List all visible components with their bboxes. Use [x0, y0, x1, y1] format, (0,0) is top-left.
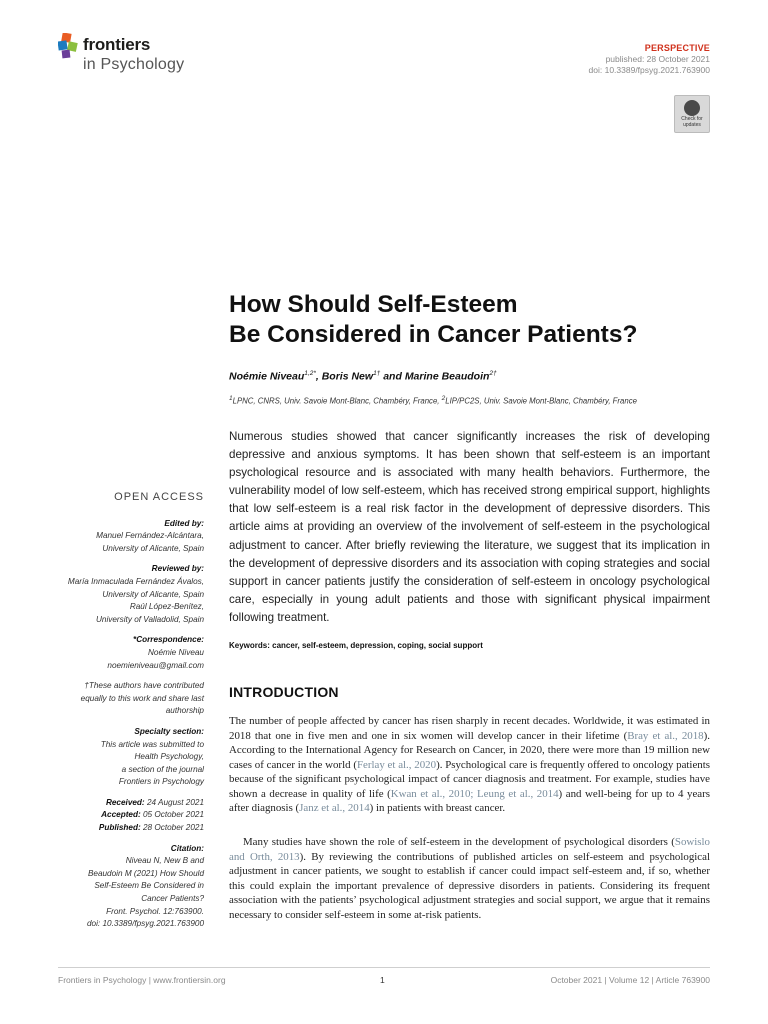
specialty-text: This article was submitted to: [100, 739, 204, 749]
citation-label: Citation:: [170, 843, 204, 853]
para-text: ) and well-being for up to 4 years after diagnosis (: [229, 787, 710, 814]
accepted-label: Accepted:: [101, 810, 141, 820]
body-paragraph: [229, 835, 710, 922]
edited-by-label: Edited by:: [164, 518, 204, 528]
keywords-label: Keywords:: [229, 641, 270, 650]
affiliations: [229, 395, 729, 406]
citation-link[interactable]: Sowislo and Orth, 2013: [229, 836, 710, 863]
citation-link[interactable]: Kwan et al., 2010; Leung et al., 2014: [390, 787, 559, 800]
published-date: 28 October 2021: [143, 823, 204, 833]
correspondent-name: Noémie Niveau: [148, 647, 204, 657]
editor-name[interactable]: Manuel Fernández-Alcántara,: [96, 531, 204, 541]
footer-divider: [58, 967, 710, 968]
author-affil-marker: 2†: [489, 370, 497, 377]
para-text: ). According to the International Agency for Research on Cancer, in 2020, there were more than 19 million new cases of cancer in the world (: [229, 729, 710, 771]
published-date: published: 28 October 2021: [605, 54, 710, 64]
reviewer-name[interactable]: Raúl López-Benítez,: [129, 602, 204, 612]
editor-affiliation: University of Alicante, Spain: [102, 543, 204, 553]
affil-marker: 1: [229, 395, 233, 402]
citation-doi[interactable]: doi: 10.3389/fpsyg.2021.763900: [87, 919, 204, 929]
para-text: The number of people affected by cancer has risen sharply in recent decades. Worldwide, it was estimated in 2018 that one in five men and one in six women will develop cancer in their lifetime (: [229, 715, 710, 742]
author-list: [229, 370, 497, 383]
affil-marker: 2: [441, 395, 446, 402]
author-name[interactable]: Noémie Niveau: [229, 370, 305, 383]
reviewed-by-label: Reviewed by:: [151, 564, 204, 574]
doi[interactable]: doi: 10.3389/fpsyg.2021.763900: [588, 65, 710, 75]
citation-text: Cancer Patients?: [141, 894, 204, 904]
correspondence-label: *Correspondence:: [133, 635, 204, 645]
article-meta: [589, 43, 710, 76]
accepted-line: [58, 809, 204, 822]
citation-text: Niveau N, New B and: [125, 856, 204, 866]
equal-contribution-note: authorship: [165, 706, 204, 716]
title-line-1: How Should Self-Esteem: [229, 291, 518, 318]
author-name[interactable]: Boris New: [321, 370, 374, 383]
affil-text: LPNC, CNRS, Univ. Savoie Mont-Blanc, Chambéry, France,: [232, 396, 442, 406]
keywords: [229, 641, 483, 650]
article-sidebar: [58, 491, 204, 931]
author-separator: ,: [315, 370, 322, 383]
reviewer-affiliation: University of Valladolid, Spain: [95, 614, 204, 624]
page-number: 1: [380, 975, 385, 985]
section-heading: INTRODUCTION: [229, 684, 339, 700]
author-separator: and: [380, 370, 405, 383]
body-paragraph: [229, 714, 710, 816]
check-for-updates-badge[interactable]: [674, 95, 710, 133]
citation-link[interactable]: Ferlay et al., 2020: [356, 758, 437, 771]
received-line: [58, 797, 204, 810]
article-title: [229, 290, 729, 350]
citation-link[interactable]: Janz et al., 2014: [299, 802, 370, 814]
published-line: [58, 822, 204, 835]
frontiers-logo-icon: [58, 33, 80, 61]
check-updates-label: Check for updates: [681, 116, 703, 128]
received-date: 24 August 2021: [146, 797, 204, 807]
author-name[interactable]: Marine Beaudoin: [404, 370, 490, 383]
specialty-section-label: Specialty section:: [134, 726, 204, 736]
citation-text: Beaudoin M (2021) How Should: [87, 868, 204, 878]
specialty-text: Health Psychology,: [134, 752, 204, 762]
reviewer-name[interactable]: María Inmaculada Fernández Ávalos,: [67, 576, 204, 586]
logo-wordmark: frontiers: [83, 35, 151, 54]
author-affil-marker: 1,2*: [304, 370, 316, 377]
citation-text: Front. Psychol. 12:763900.: [106, 906, 204, 916]
specialty-text: a section of the journal: [121, 764, 204, 774]
equal-contribution-note: equally to this work and share last: [80, 693, 204, 703]
footer-journal[interactable]: Frontiers in Psychology | www.frontiersin.org: [58, 975, 226, 985]
article-type: PERSPECTIVE: [644, 43, 710, 53]
keywords-list: cancer, self-esteem, depression, coping, social support: [272, 641, 483, 650]
specialty-text: Frontiers in Psychology: [118, 777, 204, 787]
para-text: ). Psychological care is frequently offered to oncology patients because of the significant psychological impact of cancer diagnosis and treatment. For example, studies have shown a decrease in quality of life (: [229, 758, 711, 800]
received-label: Received:: [105, 797, 145, 807]
accepted-date: 05 October 2021: [143, 810, 204, 820]
logo-journal-name: in Psychology: [83, 56, 185, 73]
journal-logo: [58, 33, 208, 81]
check-updates-icon: [684, 100, 700, 116]
title-line-2: Be Considered in Cancer Patients?: [229, 321, 638, 348]
author-affil-marker: 1†: [373, 370, 381, 377]
para-text: ) in patients with breast cancer.: [369, 802, 506, 814]
citation-text: Self-Esteem Be Considered in: [94, 881, 204, 891]
published-label: Published:: [98, 823, 141, 833]
abstract: Numerous studies showed that cancer significantly increases the risk of developing depressive and anxious symptoms. It has been shown that self-esteem is an important psychological resource and is associated with many health behaviors. Furthermore, the vulnerability model of low self-esteem, which has received strong empirical support, highlights that low self-esteem is a real risk factor in the development of depressive disorders. This article aims at providing an overview of the involvement of self-esteem in the psychological adjustment to cancer. After briefly reviewing the literature, we suggest that its implication in the development of depressive disorders and its association with coping strategies and social support in cancer patients justify the consideration of self-esteem in oncology psychological care, especially in young adult patients and those with significant physical impairment following treatment.: [229, 430, 710, 624]
equal-contribution-note: †These authors have contributed: [84, 681, 204, 691]
open-access-label: OPEN ACCESS: [114, 491, 204, 503]
reviewer-affiliation: University of Alicante, Spain: [102, 589, 204, 599]
para-text: Many studies have shown the role of self-esteem in the development of psychological disorders (: [243, 836, 675, 848]
affil-text: LIP/PC2S, Univ. Savoie Mont-Blanc, Chambéry, France: [445, 396, 637, 406]
correspondent-email[interactable]: noemieniveau@gmail.com: [107, 660, 204, 670]
para-text: ). By reviewing the contributions of published articles on self-esteem and psychological adjustment in cancer patients, we sought to establish if cancer could impact self-esteem and, if so, whether this could explain the important prevalence of depressive disorders in patients. Considering its frequent association with the patients’ psychological adjustment strategies and social support, we argue that it remains necessary to consider self-esteem in some at-risk patients.: [229, 850, 711, 921]
citation-link[interactable]: Bray et al., 2018: [627, 729, 704, 742]
footer-issue: October 2021 | Volume 12 | Article 763900: [550, 975, 710, 985]
